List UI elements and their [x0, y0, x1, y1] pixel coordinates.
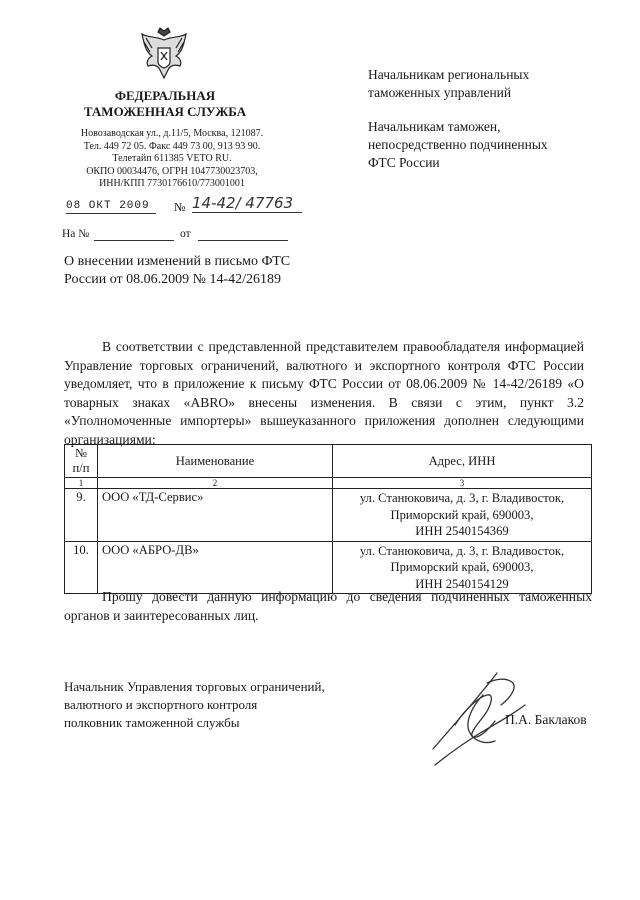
table-index-row: [65, 478, 592, 489]
body-paragraph: В соответствии с представленной представителем правообладателя информацией Управление торговых ограничений, валютного и экспортного контроля ФТС России уведомляет, что в приложение к письму ФТС России от 08.06.2009 № 14-42/26189 «О товарных знаках «ABRO» внесены изменения. В связи с этим, пункт 3.2 «Уполномоченные импортеры» вышеуказанного приложения дополнен следующими организациями:: [64, 339, 584, 447]
row-address: [333, 489, 592, 542]
org-address: Новозаводская ул., д.11/5, Москва, 121087.: [80, 128, 264, 139]
org-name-line: ТАМОЖЕННАЯ СЛУЖБА: [83, 104, 247, 119]
table-header-row: [65, 445, 592, 478]
recipients: [368, 66, 618, 188]
row-name: ООО «АБРО-ДВ»: [98, 541, 333, 594]
org-okpo: ОКПО 00034476, ОГРН 1047730023703,: [86, 165, 258, 177]
row-number: 10.: [65, 541, 98, 594]
subject: [64, 253, 344, 289]
org-details: [52, 128, 292, 191]
ref-date-label: от: [180, 228, 191, 240]
coat-of-arms-icon: [138, 26, 190, 82]
reference-row: [62, 228, 292, 246]
letter-date: 08 ОКТ 2009: [66, 200, 156, 214]
table-row: [65, 489, 592, 542]
header-name: Наименование: [98, 445, 333, 478]
subject-line: О внесении изменений в письмо ФТС: [64, 254, 291, 269]
org-name: [60, 88, 270, 120]
recipient-line: таможенных управлений: [368, 85, 512, 100]
signer-position-line: полковник таможенной службы: [64, 715, 240, 730]
index-cell: 3: [333, 478, 592, 489]
letter-number: 14-42/ 47763: [192, 194, 302, 213]
ref-date-line: [198, 240, 288, 241]
ref-number-label: На №: [62, 228, 90, 240]
signer-position-line: валютного и экспортного контроля: [64, 697, 258, 712]
header-address: Адрес, ИНН: [333, 445, 592, 478]
table-row: [65, 541, 592, 594]
recipient-line: непосредственно подчиненных: [368, 137, 548, 152]
number-label: №: [174, 200, 186, 214]
row-number: 9.: [65, 489, 98, 542]
address-line: Приморский край, 690003,: [390, 507, 534, 522]
registration-row: [66, 194, 306, 220]
recipient-line: Начальникам таможен,: [368, 119, 501, 134]
signer-position: [64, 678, 404, 732]
recipient-line: ФТС России: [368, 155, 440, 170]
recipient-block: [368, 118, 618, 172]
org-teletype: Телетайп 611385 VETO RU.: [112, 153, 232, 164]
index-cell: 1: [65, 478, 98, 489]
org-inn: ИНН/КПП 7730176610/773001001: [99, 178, 245, 189]
closing-paragraph: Прошу довести данную информацию до сведения подчиненных таможенных органов и заинтересованных лиц.: [64, 589, 592, 623]
header-number: № п/п: [65, 445, 98, 478]
subject-line: России от 08.06.2009 № 14-42/26189: [64, 272, 282, 287]
ref-number-line: [94, 240, 174, 241]
row-name: ООО «ТД-Сервис»: [98, 489, 333, 542]
signer-name: П.А. Баклаков: [505, 712, 587, 727]
recipient-block: [368, 66, 618, 102]
index-cell: 2: [98, 478, 333, 489]
row-address: [333, 541, 592, 594]
address-line: Приморский край, 690003,: [390, 560, 534, 574]
address-line: ул. Станюковича, д. 3, г. Владивосток,: [359, 491, 565, 505]
organizations-table: [64, 444, 592, 594]
org-phone: Тел. 449 72 05. Факс 449 73 00, 913 93 90.: [83, 140, 261, 152]
address-line: ул. Станюковича, д. 3, г. Владивосток,: [359, 543, 565, 558]
inn-line: ИНН 2540154369: [415, 524, 509, 538]
inn-line: ИНН 2540154129: [415, 576, 509, 591]
signer-position-line: Начальник Управления торговых ограничений,: [64, 679, 325, 694]
org-name-line: ФЕДЕРАЛЬНАЯ: [114, 88, 216, 103]
recipient-line: Начальникам региональных: [368, 67, 530, 82]
